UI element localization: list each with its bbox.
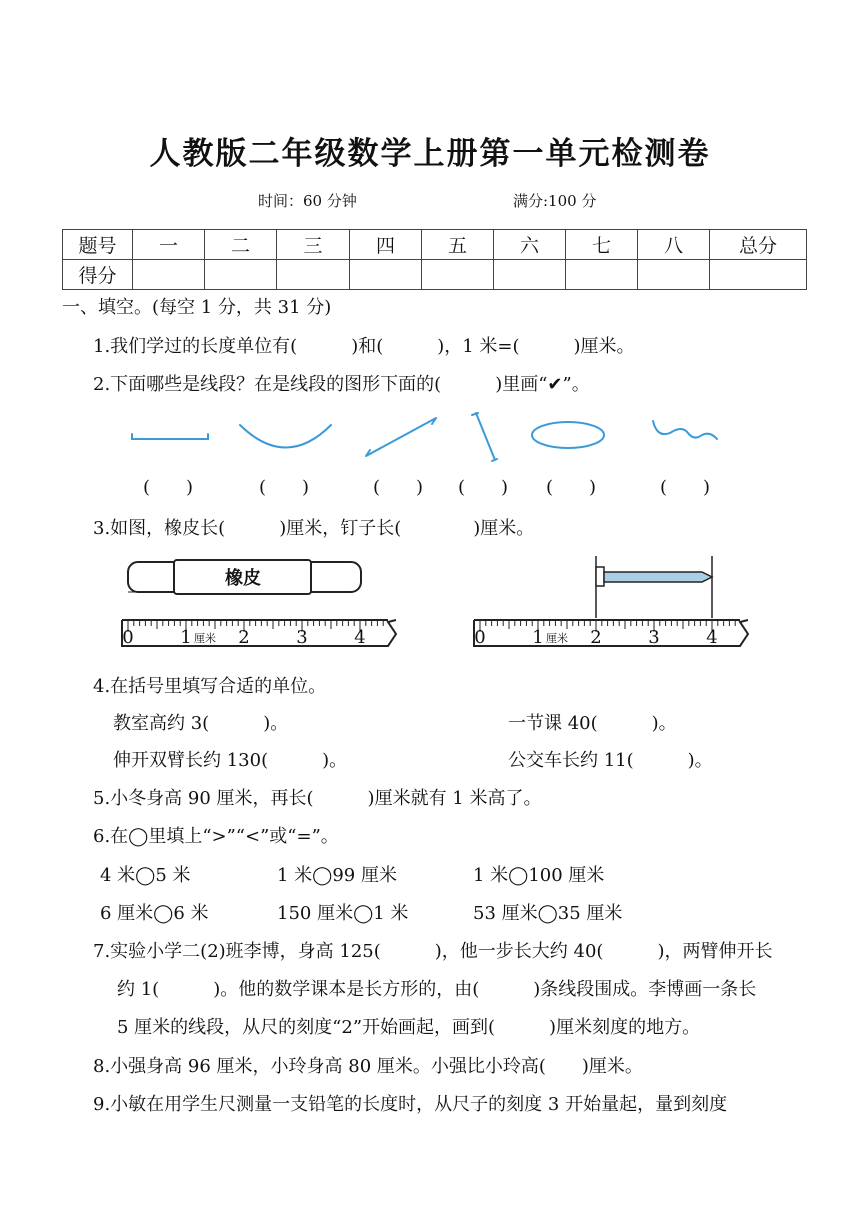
score-cell[interactable] <box>350 260 422 290</box>
figure-ellipse <box>532 422 604 448</box>
question-5: 5.小冬身高 90 厘米，再长( )厘米就有 1 米高了。 <box>93 788 542 809</box>
ruler-tick-label: 4 <box>706 627 718 648</box>
ruler-tick-label: 2 <box>590 627 602 648</box>
compare-item: 4 米◯5 米 <box>100 865 191 886</box>
answer-paren[interactable]: ( ) <box>546 477 597 498</box>
nail-shaft <box>604 572 712 582</box>
question-2: 2.下面哪些是线段？在是线段的图形下面的( )里画“✔”。 <box>93 374 590 395</box>
eraser-label: 橡皮 <box>225 568 261 589</box>
question-4a: 教室高约 3( )。 <box>113 713 289 734</box>
answer-paren[interactable]: ( ) <box>143 477 194 498</box>
score-table <box>62 229 807 290</box>
figure-wavy-line <box>653 421 717 439</box>
full-score: 满分:100 分 <box>513 192 597 210</box>
page-title: 人教版二年级数学上册第一单元检测卷 <box>149 136 711 172</box>
score-cell[interactable] <box>277 260 350 290</box>
ruler-eraser-figure <box>118 550 400 650</box>
header-cell: 五 <box>422 230 494 260</box>
answer-paren[interactable]: ( ) <box>373 477 424 498</box>
question-4b: 一节课 40( )。 <box>508 713 677 734</box>
ruler-nail-figure <box>470 550 752 650</box>
question-9: 9.小敏在用学生尺测量一支铅笔的长度时，从尺子的刻度 3 开始量起，量到刻度 <box>93 1094 728 1115</box>
score-table-header-row <box>63 230 807 260</box>
figure-slanted-segment <box>366 418 436 456</box>
score-table-score-row <box>63 260 807 290</box>
header-cell: 四 <box>350 230 422 260</box>
compare-item: 6 厘米◯6 米 <box>100 903 209 924</box>
question-4: 4.在括号里填写合适的单位。 <box>93 676 327 697</box>
score-cell[interactable] <box>205 260 277 290</box>
header-cell: 六 <box>494 230 566 260</box>
score-cell[interactable] <box>494 260 566 290</box>
compare-item: 1 米◯100 厘米 <box>473 865 605 886</box>
ruler-unit-label: 厘米 <box>546 632 568 645</box>
question-1: 1.我们学过的长度单位有( )和( )，1 米=( )厘米。 <box>93 336 635 357</box>
figure-arc <box>240 425 331 448</box>
ruler-tick-label: 3 <box>648 627 660 648</box>
header-cell: 一 <box>133 230 205 260</box>
header-cell: 七 <box>566 230 638 260</box>
ruler-tick-label: 2 <box>238 627 250 648</box>
ruler-tick-label: 3 <box>296 627 308 648</box>
ruler-unit-label: 厘米 <box>194 632 216 645</box>
compare-item: 1 米◯99 厘米 <box>277 865 397 886</box>
score-cell[interactable] <box>638 260 710 290</box>
question-7-line-3: 5 厘米的线段，从尺的刻度“2”开始画起，画到( )厘米刻度的地方。 <box>117 1017 701 1038</box>
header-cell: 三 <box>277 230 350 260</box>
answer-paren[interactable]: ( ) <box>458 477 509 498</box>
score-cell[interactable] <box>566 260 638 290</box>
q2-figures <box>0 405 860 465</box>
section-heading: 一、填空。(每空 1 分，共 31 分) <box>62 297 332 318</box>
ruler-tick-label: 0 <box>122 627 134 648</box>
ruler-tick-label: 4 <box>354 627 366 648</box>
header-cell: 二 <box>205 230 277 260</box>
question-3: 3.如图，橡皮长( )厘米，钉子长( )厘米。 <box>93 518 535 539</box>
question-6: 6.在◯里填上“>”“<”或“=”。 <box>93 826 339 847</box>
ruler-tick-label: 1 <box>532 627 544 648</box>
question-7-line-1: 7.实验小学二(2)班李博，身高 125( )，他一步长大约 40( )，两臂伸开长 <box>93 941 773 962</box>
score-cell[interactable] <box>133 260 205 290</box>
question-8: 8.小强身高 96 厘米，小玲身高 80 厘米。小强比小玲高( )厘米。 <box>93 1056 643 1077</box>
answer-paren[interactable]: ( ) <box>259 477 310 498</box>
ruler-tick-label: 0 <box>474 627 486 648</box>
row-label: 得分 <box>63 260 133 290</box>
answer-paren[interactable]: ( ) <box>660 477 711 498</box>
question-7-line-2: 约 1( )。他的数学课本是长方形的，由( )条线段围成。李博画一条长 <box>117 979 757 1000</box>
header-cell: 总分 <box>710 230 807 260</box>
score-cell[interactable] <box>710 260 807 290</box>
header-cell: 题号 <box>63 230 133 260</box>
header-cell: 八 <box>638 230 710 260</box>
figure-bracket-segment <box>132 434 208 439</box>
nail-head <box>596 567 604 586</box>
compare-item: 53 厘米◯35 厘米 <box>473 903 623 924</box>
ruler-tick-label: 1 <box>180 627 192 648</box>
figure-steep-segment <box>472 413 497 461</box>
exam-time: 时间：60 分钟 <box>258 192 357 210</box>
question-4d: 公交车长约 11( )。 <box>508 750 713 771</box>
score-cell[interactable] <box>422 260 494 290</box>
compare-item: 150 厘米◯1 米 <box>277 903 409 924</box>
question-4c: 伸开双臂长约 130( )。 <box>113 750 348 771</box>
